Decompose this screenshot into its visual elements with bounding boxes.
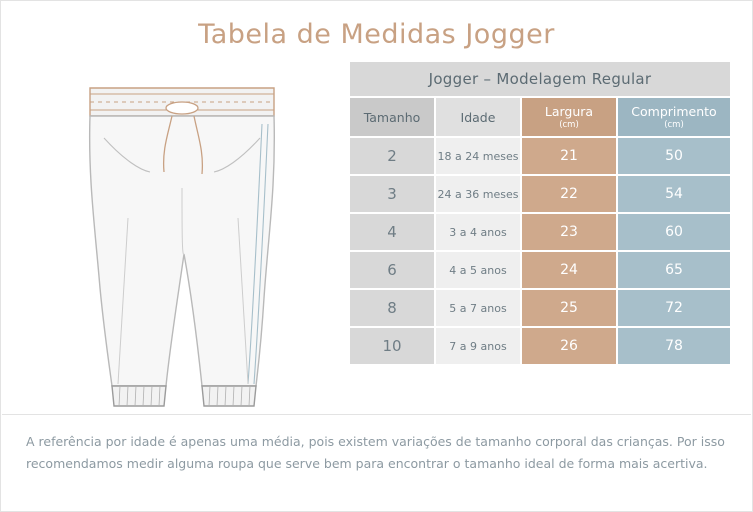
cell-length: 50: [618, 138, 730, 174]
size-table: [348, 60, 732, 366]
table-row: [350, 328, 730, 364]
table-caption: Jogger – Modelagem Regular: [350, 62, 730, 96]
table-header-row: [350, 98, 730, 136]
cell-age: 4 a 5 anos: [436, 252, 520, 288]
cell-size: 4: [350, 214, 434, 250]
header-largura: [522, 98, 616, 136]
footnote-text: A referência por idade é apenas uma média, pois existem variações de tamanho corporal das crianças. Por isso recomendamos medir alguma roupa que serve bem para encontrar o tamanho ideal de forma mais acertiva.: [2, 414, 751, 510]
cell-size: 3: [350, 176, 434, 212]
illustration-area: [21, 60, 344, 408]
cell-length: 72: [618, 290, 730, 326]
cell-length: 60: [618, 214, 730, 250]
cell-width: 21: [522, 138, 616, 174]
header-tamanho-label: Tamanho: [363, 109, 421, 125]
header-tamanho: [350, 98, 434, 136]
cell-width: 25: [522, 290, 616, 326]
header-comprimento-label: Comprimento: [631, 104, 717, 119]
cell-length: 54: [618, 176, 730, 212]
cell-age: 5 a 7 anos: [436, 290, 520, 326]
header-largura-label: Largura: [544, 104, 594, 119]
cell-width: 26: [522, 328, 616, 364]
table-area: [344, 60, 732, 408]
table-row: [350, 138, 730, 174]
cell-width: 23: [522, 214, 616, 250]
chart-content: [1, 56, 752, 408]
cell-age: 18 a 24 meses: [436, 138, 520, 174]
cell-length: 78: [618, 328, 730, 364]
cell-width: 22: [522, 176, 616, 212]
cell-size: 10: [350, 328, 434, 364]
cell-width: 24: [522, 252, 616, 288]
header-idade-label: Idade: [460, 109, 496, 125]
cell-length: 65: [618, 252, 730, 288]
table-caption-row: [350, 62, 730, 96]
cell-size: 2: [350, 138, 434, 174]
header-idade: [436, 98, 520, 136]
header-largura-unit: (cm): [559, 120, 579, 130]
cell-age: 24 a 36 meses: [436, 176, 520, 212]
cell-age: 7 a 9 anos: [436, 328, 520, 364]
table-row: [350, 290, 730, 326]
jogger-pants-drawing: [32, 68, 332, 408]
header-comprimento: [618, 98, 730, 136]
table-row: [350, 252, 730, 288]
table-row: [350, 176, 730, 212]
page-title: Tabela de Medidas Jogger: [198, 19, 555, 50]
cell-age: 3 a 4 anos: [436, 214, 520, 250]
header-comprimento-unit: (cm): [664, 120, 684, 130]
cell-size: 8: [350, 290, 434, 326]
table-row: [350, 214, 730, 250]
cell-size: 6: [350, 252, 434, 288]
